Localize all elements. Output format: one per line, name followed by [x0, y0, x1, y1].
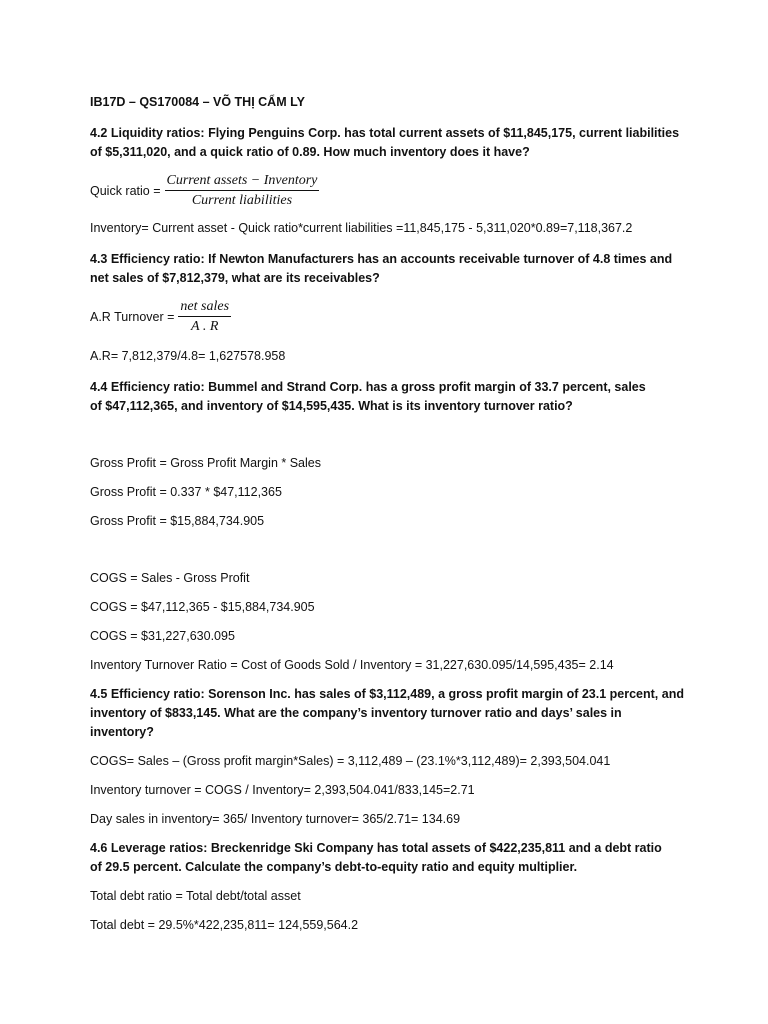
- document-header: IB17D – QS170084 – VÕ THỊ CẨM LY: [90, 95, 305, 109]
- formula-denominator: A . R: [191, 319, 219, 334]
- question-4-5: 4.5 Efficiency ratio: Sorenson Inc. has sales of $3,112,489, a gross profit margin of 23.1 percent, and inventory of $833,145. What are the company’s inventory turnover ratio and days’ sales in inventory?: [90, 687, 684, 739]
- formula-numerator: net sales: [178, 298, 231, 317]
- question-4-3: 4.3 Efficiency ratio: If Newton Manufacturers has an accounts receivable turnover of 4.8 times and net sales of $7,812,379, what are its receivables?: [90, 252, 673, 285]
- question-4-6: 4.6 Leverage ratios: Breckenridge Ski Company has total assets of $422,235,811 and a debt ratio of 29.5 percent. Calculate the company’s debt-to-equity ratio and equity multiplier.: [90, 841, 662, 874]
- calc-line: COGS= Sales – (Gross profit margin*Sales) = 3,112,489 – (23.1%*3,112,489)= 2,393,504.041: [90, 754, 611, 768]
- formula-label: A.R Turnover =: [90, 309, 175, 324]
- formula-numerator: Current assets − Inventory: [165, 172, 320, 191]
- calc-line: Gross Profit = Gross Profit Margin * Sales: [90, 456, 321, 470]
- calc-line: Gross Profit = $15,884,734.905: [90, 514, 265, 528]
- calc-line: Gross Profit = 0.337 * $47,112,365: [90, 485, 282, 499]
- formula-fraction: [165, 172, 320, 209]
- calc-line: Inventory Turnover Ratio = Cost of Goods Sold / Inventory = 31,227,630.095/14,595,435= 2.14: [90, 658, 614, 672]
- question-4-4: 4.4 Efficiency ratio: Bummel and Strand Corp. has a gross profit margin of 33.7 percent, sales of $47,112,365, and inventory of $14,595,435. What is its inventory turnover ratio?: [90, 380, 646, 413]
- answer-4-2: Inventory= Current asset - Quick ratio*current liabilities =11,845,175 - 5,311,020*0.89=7,118,367.2: [90, 221, 633, 235]
- calc-line: Total debt ratio = Total debt/total asset: [90, 889, 301, 903]
- calc-line: COGS = Sales - Gross Profit: [90, 571, 250, 585]
- quick-ratio-formula: [90, 172, 690, 209]
- answer-4-3: A.R= 7,812,379/4.8= 1,627578.958: [90, 349, 286, 363]
- calc-line: Day sales in inventory= 365/ Inventory turnover= 365/2.71= 134.69: [90, 812, 461, 826]
- calc-line: COGS = $47,112,365 - $15,884,734.905: [90, 600, 315, 614]
- document-page: [90, 93, 690, 935]
- formula-denominator: Current liabilities: [191, 193, 293, 208]
- calc-line: COGS = $31,227,630.095: [90, 629, 235, 643]
- formula-fraction: [178, 298, 231, 335]
- calc-line: Total debt = 29.5%*422,235,811= 124,559,564.2: [90, 918, 359, 932]
- ar-turnover-formula: [90, 298, 690, 335]
- formula-label: Quick ratio =: [90, 183, 161, 198]
- question-4-2: 4.2 Liquidity ratios: Flying Penguins Corp. has total current assets of $11,845,175, current liabilities of $5,311,020, and a quick ratio of 0.89. How much inventory does it have?: [90, 126, 680, 159]
- calc-line: Inventory turnover = COGS / Inventory= 2,393,504.041/833,145=2.71: [90, 783, 475, 797]
